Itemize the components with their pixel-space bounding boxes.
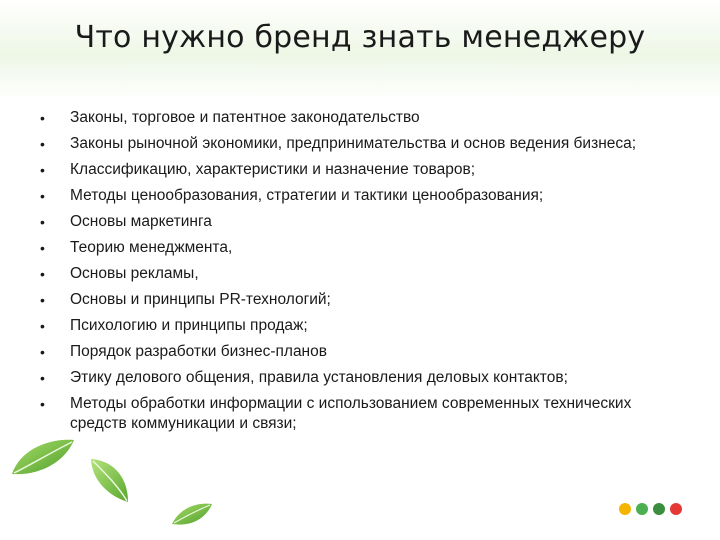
slide-title: Что нужно бренд знать менеджеру: [74, 20, 646, 55]
decor-dot: [636, 503, 648, 515]
leaf-icon: [8, 436, 78, 478]
leaf-icon: [88, 456, 132, 506]
bullet-item: • Методы обработки информации с использованием современных технических средств коммуникации и связи;: [40, 394, 680, 434]
bullet-list: [40, 108, 680, 440]
decor-dot: [670, 503, 682, 515]
bullet-item: • Законы, торговое и патентное законодательство: [40, 108, 680, 128]
bullet-item: • Основы и принципы PR-технологий;: [40, 290, 680, 310]
bullet-item: • Классификацию, характеристики и назначение товаров;: [40, 160, 680, 180]
bullet-item: • Законы рыночной экономики, предпринимательства и основ ведения бизнеса;: [40, 134, 680, 154]
decor-dots: [619, 503, 682, 515]
decor-dot: [619, 503, 631, 515]
bullet-item: • Порядок разработки бизнес-планов: [40, 342, 680, 362]
bullet-item: • Теорию менеджмента,: [40, 238, 680, 258]
bullet-item: • Основы рекламы,: [40, 264, 680, 284]
bullet-item: • Психологию и принципы продаж;: [40, 316, 680, 336]
bullet-item: • Основы маркетинга: [40, 212, 680, 232]
leaf-icon: [170, 500, 214, 528]
bullet-item: • Этику делового общения, правила установления деловых контактов;: [40, 368, 680, 388]
bullet-item: • Методы ценообразования, стратегии и тактики ценообразования;: [40, 186, 680, 206]
decor-dot: [653, 503, 665, 515]
